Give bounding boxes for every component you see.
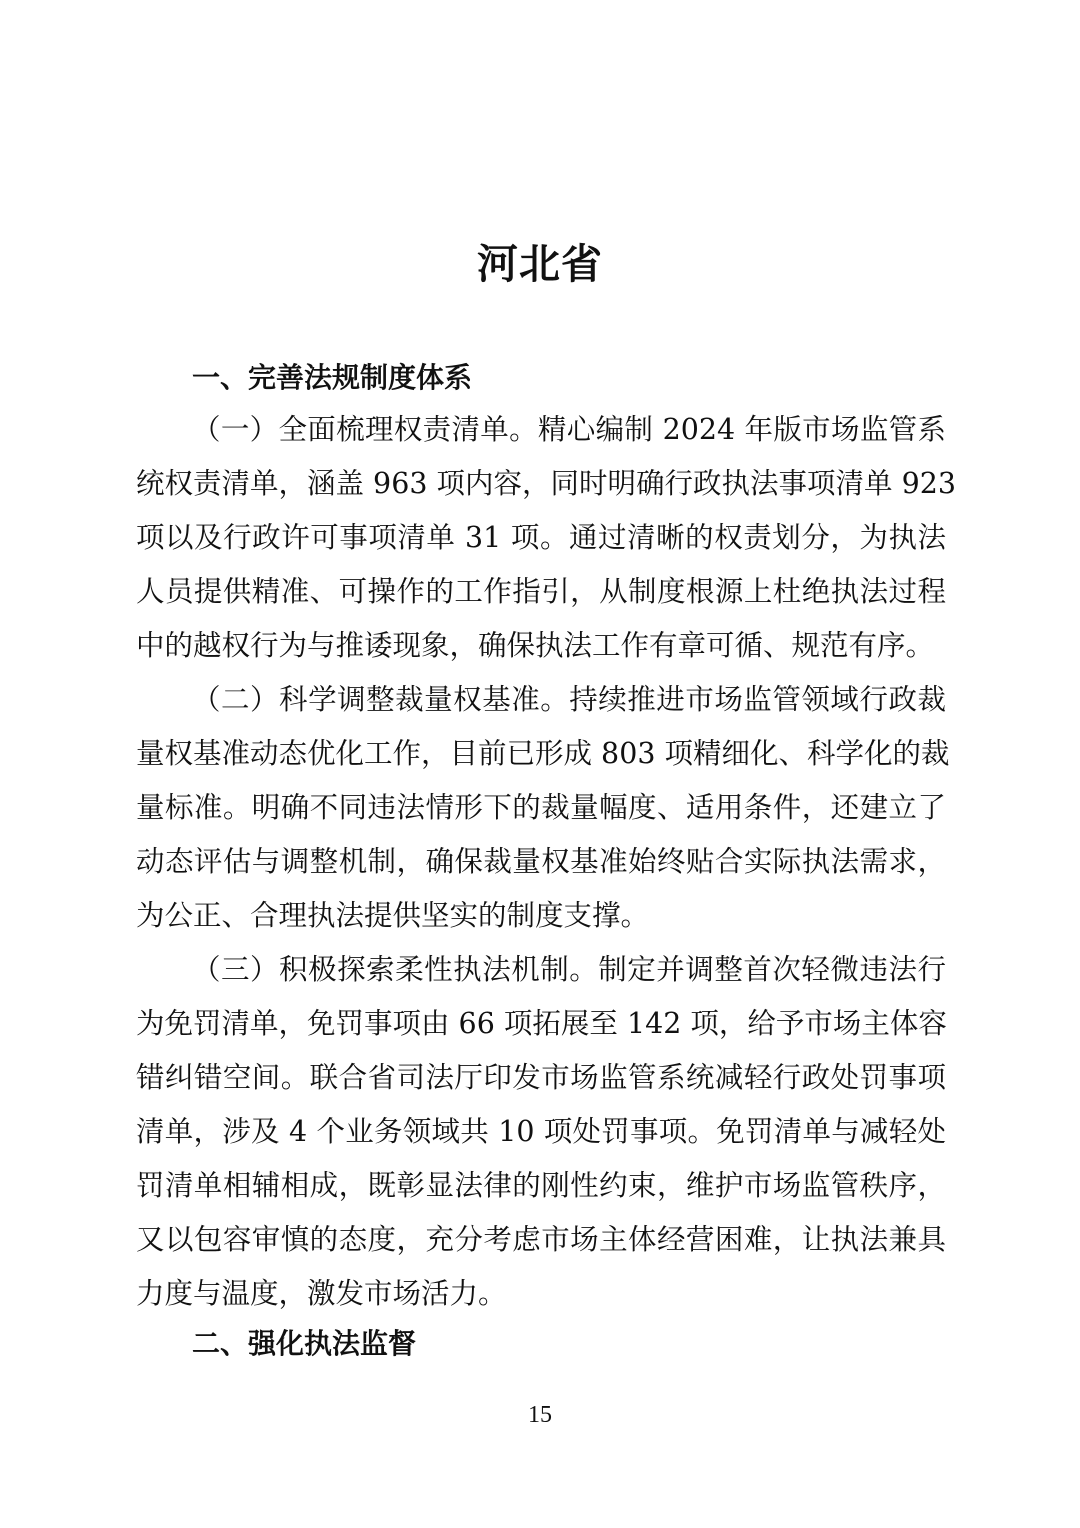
page-title: 河北省 [477,240,603,288]
paragraph-3-line-4: 清单，涉及 4 个业务领域共 10 项处罚事项。免罚清单与减轻处 [136,1115,946,1148]
paragraph-1-line-2: 统权责清单，涵盖 963 项内容，同时明确行政执法事项清单 923 [136,467,956,500]
section-heading-2: 二、强化执法监督 [192,1327,417,1360]
paragraph-2-line-5: 为公正、合理执法提供坚实的制度支撑。 [136,899,650,932]
paragraph-3-line-3: 错纠错空间。联合省司法厅印发市场监管系统减轻行政处罚事项 [136,1061,946,1094]
paragraph-2-line-1: （二）科学调整裁量权基准。持续推进市场监管领域行政裁 [192,683,946,716]
paragraph-1-line-3: 项以及行政许可事项清单 31 项。通过清晰的权责划分，为执法 [136,521,946,554]
paragraph-3-line-5: 罚清单相辅相成，既彰显法律的刚性约束，维护市场监管秩序， [136,1169,946,1202]
paragraph-2-line-3: 量标准。明确不同违法情形下的裁量幅度、适用条件，还建立了 [136,791,946,824]
paragraph-2-line-4: 动态评估与调整机制，确保裁量权基准始终贴合实际执法需求， [136,845,946,878]
paragraph-3-line-6: 又以包容审慎的态度，充分考虑市场主体经营困难，让执法兼具 [136,1223,946,1256]
paragraph-1-line-5: 中的越权行为与推诿现象，确保执法工作有章可循、规范有序。 [136,629,935,662]
paragraph-1-line-1: （一）全面梳理权责清单。精心编制 2024 年版市场监管系 [192,413,946,446]
paragraph-1-line-4: 人员提供精准、可操作的工作指引，从制度根源上杜绝执法过程 [136,575,946,608]
paragraph-2-line-2: 量权基准动态优化工作，目前已形成 803 项精细化、科学化的裁 [136,737,950,770]
page-number: 15 [528,1402,552,1428]
paragraph-3-line-2: 为免罚清单，免罚事项由 66 项拓展至 142 项，给予市场主体容 [136,1007,947,1040]
paragraph-3-line-1: （三）积极探索柔性执法机制。制定并调整首次轻微违法行 [192,953,946,986]
paragraph-3-line-7: 力度与温度，激发市场活力。 [136,1277,507,1310]
section-heading-1: 一、完善法规制度体系 [192,361,473,394]
